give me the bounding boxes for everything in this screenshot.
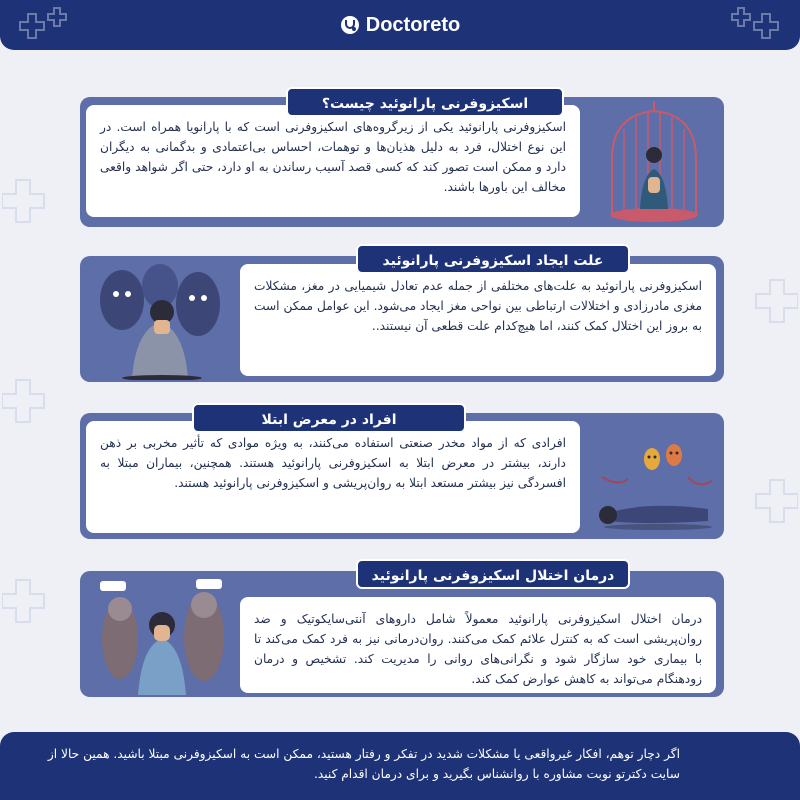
section-title: افراد در معرض ابتلا [192, 403, 466, 433]
section-title: درمان اختلال اسکیزوفرنی پارانوئید [356, 559, 630, 589]
plus-pattern-icon [14, 6, 78, 46]
section-body: اسکیزوفرنی پارانوئید به علت‌های مختلفی از جمله عدم تعادل شیمیایی در مغز، مشکلات مغزی مادرزادی و اختلالات ارتباطی بین نواحی مغز ایجاد می‌شود. این عوامل ممکن است به بروز این اختلال کمک کنند، اما هیچ‌کدام علت قطعی آن نیستند.. [240, 264, 716, 376]
plus-pattern-icon [2, 120, 62, 680]
footer-text: اگر دچار توهم، افکار غیرواقعی یا مشکلات شدید در تفکر و رفتار هستید، ممکن است به اسکیزوفرنی مبتلا باشید. همین حالا از سایت دکترتو نوبت مشاوره با روانشناس بگیرید و برای درمان اقدام کنید. [47, 747, 680, 781]
section-body: درمان اختلال اسکیزوفرنی پارانوئید معمولاً شامل داروهای آنتی‌سایکوتیک و ضد روان‌پریشی است که به کنترل علائم کمک می‌کنند. روان‌درمانی نیز به فرد کمک می‌کند تا با بیماری خود سازگار شود و نگرانی‌های روانی را مدیریت کند. تشخیص و درمان زودهنگام می‌تواند به کاهش عوارض کمک کند. [240, 597, 716, 693]
woman-with-shadow-figures-illustration [86, 260, 232, 380]
brand-logo[interactable] [340, 14, 460, 37]
woman-in-cage-illustration [590, 99, 718, 225]
section-body: افرادی که از مواد مخدر صنعتی استفاده می‌کنند، به ویژه موادی که تأثیر مخربی بر ذهن دارند، بیشتر در معرض ابتلا به اسکیزوفرنی پارانوئید هستند. همچنین، بیماران مبتلا به افسردگی نیز بیشتر مستعد ابتلا به روان‌پریشی و اسکیزوفرنی پارانوئید هستند. [86, 421, 580, 533]
woman-surrounded-by-whispers-illustration [86, 575, 236, 695]
section-what-is [80, 97, 724, 227]
section-treatment [80, 568, 724, 697]
footer-bar [0, 732, 800, 800]
lying-person-with-masks-illustration [588, 417, 722, 537]
plus-pattern-icon [738, 120, 798, 680]
header-bar [0, 0, 800, 50]
plus-pattern-icon [722, 6, 786, 46]
section-at-risk [80, 413, 724, 539]
stethoscope-icon [340, 15, 360, 35]
section-body: اسکیزوفرنی پارانوئید یکی از زیرگروه‌های اسکیزوفرنی است که با پارانویا همراه است. در این نوع اختلال، فرد به دلیل هذیان‌ها و توهمات، احساس بی‌اعتمادی و بدگمانی به دیگران دارد و ممکن است تصور کند که کسی قصد آسیب رساندن به او دارد، حتی اگر شواهد واقعی مخالف این باورها باشند. [86, 105, 580, 217]
brand-name: Doctoreto [365, 13, 461, 36]
section-title: اسکیزوفرنی پارانوئید چیست؟ [286, 87, 564, 117]
section-title: علت ایجاد اسکیزوفرنی پارانوئید [356, 244, 630, 274]
section-causes [80, 253, 724, 382]
